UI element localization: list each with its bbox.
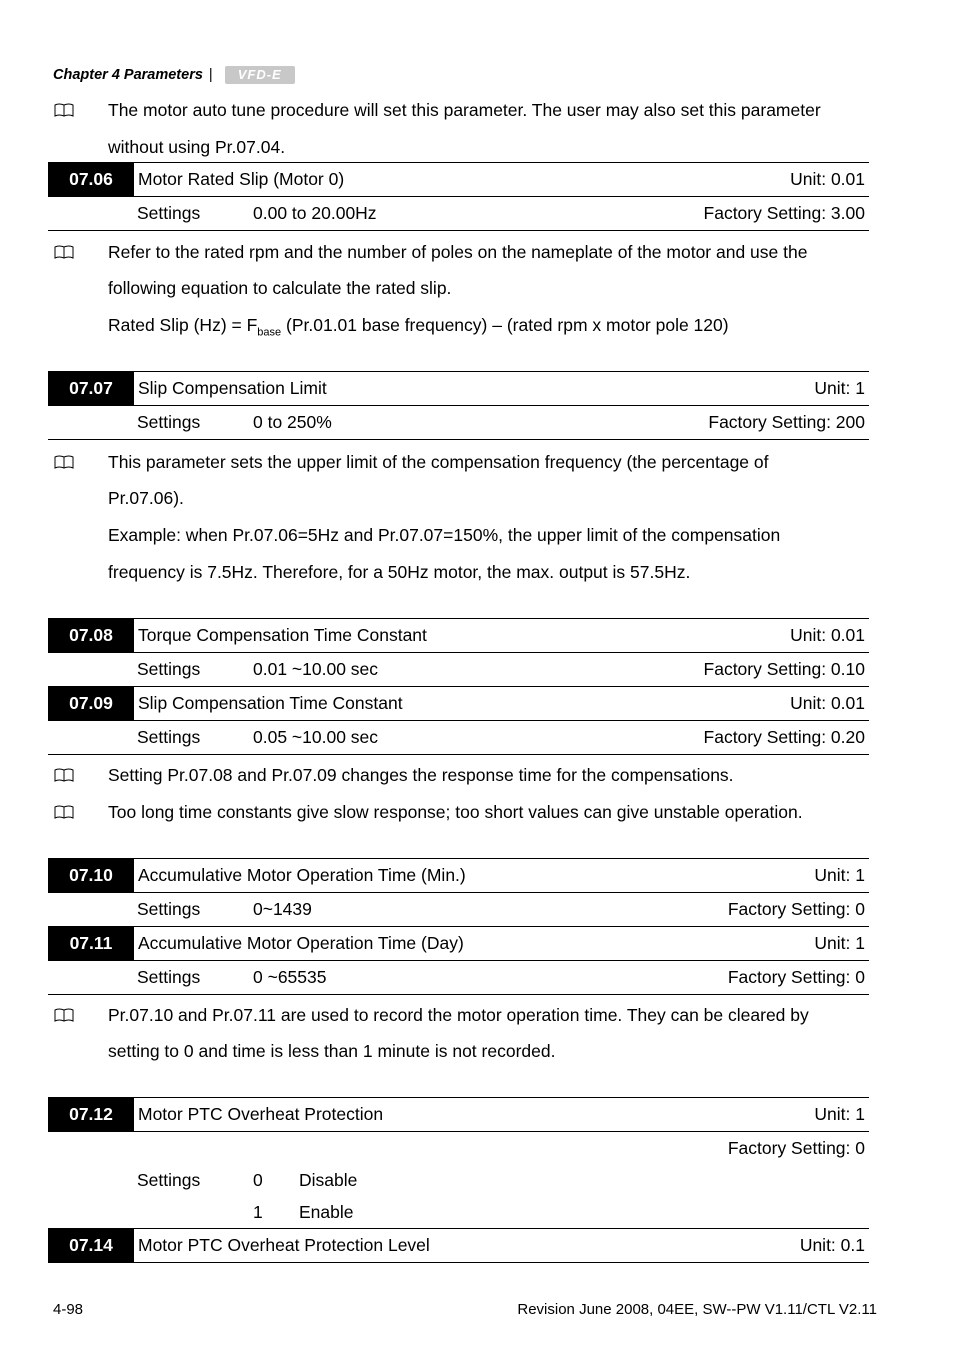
param-header-row (48, 1228, 869, 1263)
param-factory-row (48, 1132, 869, 1164)
settings-label: Settings (137, 727, 201, 747)
settings-value: 0.05 ~10.00 sec (253, 727, 379, 747)
param-title: Accumulative Motor Operation Time (Day) (138, 933, 464, 953)
param-unit: Unit: 1 (814, 1104, 865, 1124)
note-text: Pr.07.06). (108, 488, 184, 508)
param-unit: Unit: 1 (814, 933, 865, 953)
note-text: The motor auto tune procedure will set this parameter. The user may also set this parameter (108, 100, 821, 120)
revision-info: Revision June 2008, 04EE, SW--PW V1.11/CTL V2.11 (517, 1301, 877, 1318)
settings-label: Settings (137, 1169, 201, 1190)
param-code: 07.06 (48, 163, 134, 196)
chapter-title: Chapter 4 Parameters (53, 67, 203, 83)
param-settings-row (48, 893, 869, 926)
settings-value: 0 to 250% (253, 412, 332, 432)
param-header-row (48, 858, 869, 893)
note-text: Pr.07.10 and Pr.07.11 are used to record the motor operation time. They can be cleared by (108, 1005, 809, 1025)
param-header-row (48, 1097, 869, 1132)
param-code: 07.09 (48, 687, 134, 720)
param-code: 07.14 (48, 1229, 134, 1262)
settings-label: Settings (137, 899, 201, 919)
note-text: Example: when Pr.07.06=5Hz and Pr.07.07=150%, the upper limit of the compensation (108, 525, 781, 545)
note-text: following equation to calculate the rated slip. (108, 278, 452, 298)
rated-slip-equation: Rated Slip $(Hz) = F_{base}$ (Pr.01.01 base frequency) – (rated rpm x motor pole 120) (108, 315, 729, 339)
param-header-row (48, 926, 869, 961)
settings-label: Settings (137, 203, 201, 223)
book-icon (54, 805, 74, 819)
param-table-0707 (48, 371, 869, 440)
param-unit: Unit: 0.01 (790, 625, 865, 645)
factory-setting: Factory Setting: 0 (727, 967, 865, 987)
param-header-row (48, 371, 869, 406)
param-table-0708-0709 (48, 618, 869, 755)
note-text: Refer to the rated rpm and the number of poles on the nameplate of the motor and use the (108, 242, 808, 262)
param-settings-row (48, 406, 869, 440)
settings-value: 0.01 ~10.00 sec (253, 659, 379, 679)
factory-setting: Factory Setting: 0.10 (703, 659, 865, 679)
vfd-e-logo: VFD-E (225, 66, 295, 84)
settings-label: Settings (137, 967, 201, 987)
note-text: This parameter sets the upper limit of the compensation frequency (the percentage of (108, 452, 769, 472)
param-title: Motor Rated Slip (Motor 0) (138, 169, 345, 189)
param-table-0710-0711 (48, 858, 869, 995)
factory-setting: Factory Setting: 0.20 (703, 727, 865, 747)
param-settings-row (48, 721, 869, 755)
book-icon (54, 103, 74, 117)
param-code: 07.07 (48, 372, 134, 405)
param-title: Motor PTC Overheat Protection (138, 1104, 384, 1124)
book-icon (54, 768, 74, 782)
factory-setting: Factory Setting: 200 (708, 412, 865, 432)
param-title: Accumulative Motor Operation Time (Min.) (138, 865, 466, 885)
param-unit: Unit: 1 (814, 378, 865, 398)
chapter-header (53, 66, 295, 84)
option-label: Enable (299, 1201, 354, 1222)
param-table-0712 (48, 1097, 869, 1263)
param-header-row (48, 618, 869, 653)
param-option-row (48, 1164, 869, 1196)
param-settings-row (48, 197, 869, 231)
param-table-0706 (48, 162, 869, 231)
param-unit: Unit: 1 (814, 865, 865, 885)
param-unit: Unit: 0.1 (799, 1235, 865, 1255)
factory-setting: Factory Setting: 3.00 (703, 203, 865, 223)
param-code: 07.08 (48, 619, 134, 652)
page-number: 4-98 (53, 1301, 84, 1318)
param-option-row (48, 1196, 869, 1228)
settings-value: 0~1439 (253, 899, 312, 919)
param-code: 07.10 (48, 859, 134, 892)
note-text: Setting Pr.07.08 and Pr.07.09 changes the response time for the compensations. (108, 765, 734, 785)
param-code: 07.12 (48, 1098, 134, 1131)
note-text: frequency is 7.5Hz. Therefore, for a 50Hz motor, the max. output is 57.5Hz. (108, 562, 691, 582)
note-text: setting to 0 and time is less than 1 minute is not recorded. (108, 1041, 556, 1061)
param-title: Slip Compensation Time Constant (138, 693, 403, 713)
param-header-row (48, 686, 869, 721)
param-settings-row (48, 653, 869, 686)
param-title: Slip Compensation Limit (138, 378, 327, 398)
book-icon (54, 455, 74, 469)
factory-setting: Factory Setting: 0 (727, 899, 865, 919)
option-label: Disable (299, 1169, 358, 1190)
param-settings-row (48, 961, 869, 995)
book-icon (54, 1008, 74, 1022)
settings-label: Settings (137, 412, 201, 432)
option-value: 0 (253, 1169, 263, 1190)
settings-label: Settings (137, 659, 201, 679)
factory-setting: Factory Setting: 0 (727, 1137, 865, 1158)
param-code: 07.11 (48, 927, 134, 960)
param-title: Motor PTC Overheat Protection Level (138, 1235, 430, 1255)
settings-value: 0 ~65535 (253, 967, 327, 987)
note-text: Too long time constants give slow response; too short values can give unstable operation. (108, 802, 803, 822)
option-value: 1 (253, 1201, 263, 1222)
param-unit: Unit: 0.01 (790, 693, 865, 713)
header-separator: | (208, 67, 213, 83)
param-header-row (48, 162, 869, 197)
note-text: without using Pr.07.04. (108, 137, 286, 157)
settings-value: 0.00 to 20.00Hz (253, 203, 377, 223)
param-unit: Unit: 0.01 (790, 169, 865, 189)
book-icon (54, 245, 74, 259)
param-title: Torque Compensation Time Constant (138, 625, 427, 645)
